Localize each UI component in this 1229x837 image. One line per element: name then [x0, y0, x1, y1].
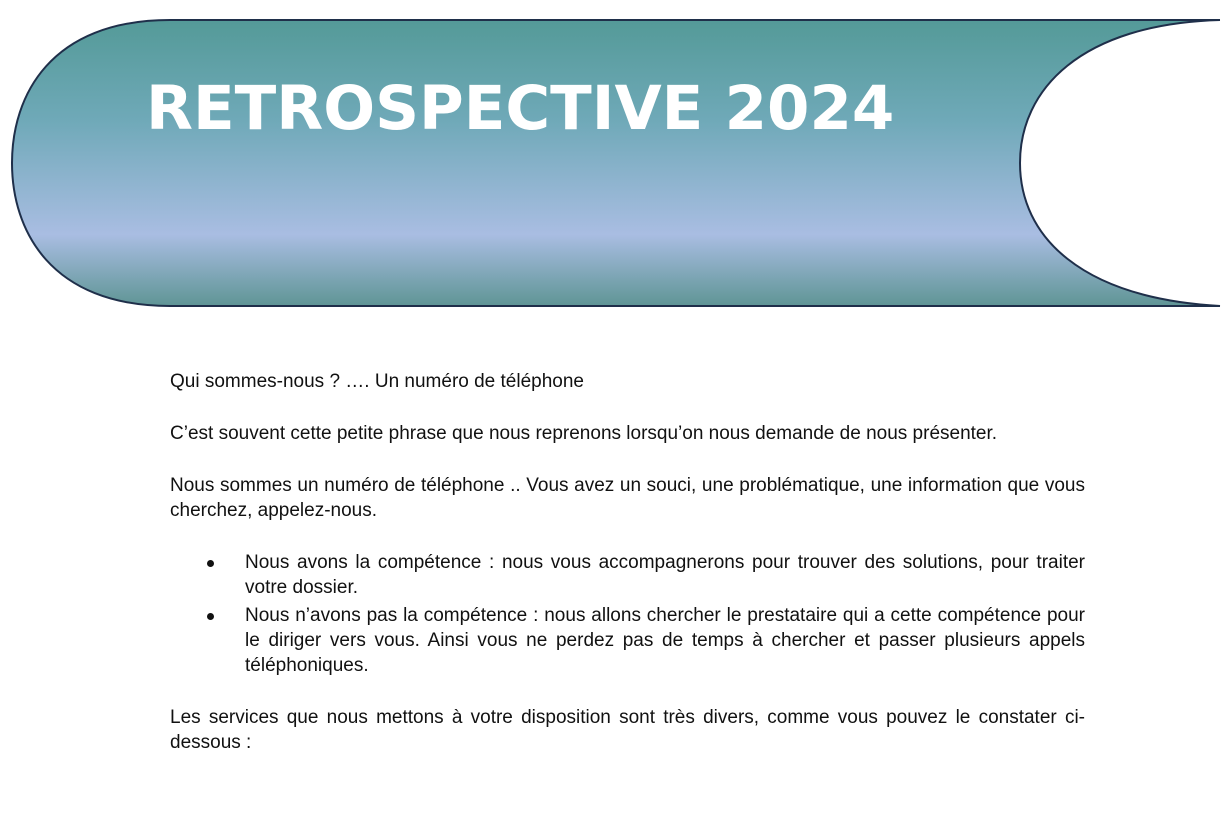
page-title: RETROSPECTIVE 2024: [146, 73, 895, 144]
paragraph-presentation: C’est souvent cette petite phrase que nous reprenons lorsqu’on nous demande de nous présenter.: [170, 423, 998, 444]
paragraph-phone-number: Nous sommes un numéro de téléphone .. Vous avez un souci, une problématique, une information que vous cherchez, appelez-nous.: [170, 475, 1085, 521]
list-item-text: Nous n’avons pas la compétence : nous allons chercher le prestataire qui a cette compétence pour le diriger vers vous. Ainsi vous ne perdez pas de temps à chercher et passer plusieurs appels téléphoniques.: [245, 605, 1085, 676]
list-item: [245, 603, 1085, 678]
list-item-text: Nous avons la compétence : nous vous accompagnerons pour trouver des solutions, pour traiter votre dossier.: [245, 552, 1085, 598]
banner-shape-fill: [12, 20, 1220, 306]
bullet-icon: [207, 560, 214, 567]
intro-line: Qui sommes-nous ? …. Un numéro de téléphone: [170, 371, 584, 392]
list-item: [245, 550, 1085, 600]
bullet-icon: [207, 613, 214, 620]
banner-shape: [0, 0, 1229, 320]
competence-list: [170, 550, 1085, 678]
header-banner: [0, 0, 1229, 320]
paragraph-services: Les services que nous mettons à votre disposition sont très divers, comme vous pouvez le constater ci-dessous :: [170, 707, 1085, 753]
document-body: [170, 369, 1085, 782]
